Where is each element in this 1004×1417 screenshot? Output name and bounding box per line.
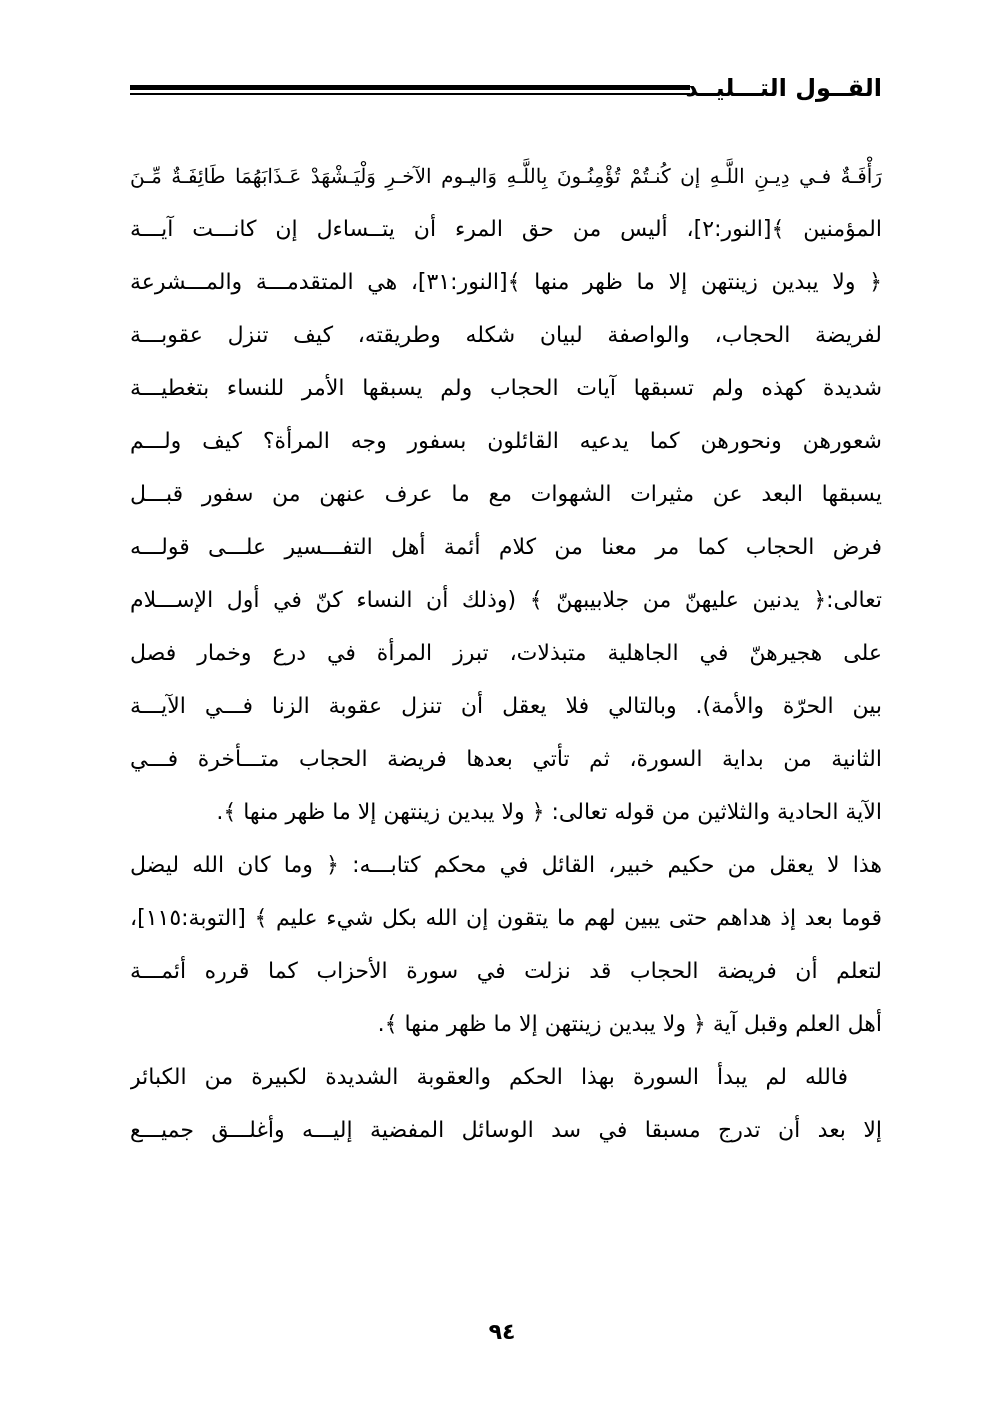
text-line: ﴿ ولا يبدين زينتهن إلا ما ظهر منها ﴾[النور:٣١]، هي المتقدمـــة والمـــشرعة xyxy=(130,270,882,295)
header-rule-thin xyxy=(130,93,690,95)
header-title: القــول التـــليــد xyxy=(685,74,882,102)
text-line: الثانية من بداية السورة، ثم تأتي بعدها فريضة الحجاب متـــأخرة فـــي xyxy=(130,747,882,772)
text-line: أهل العلم وقبل آية ﴿ ولا يبدين زينتهن إلا ما ظهر منها ﴾. xyxy=(377,1012,882,1037)
body-text xyxy=(130,150,882,1157)
header-rule xyxy=(130,85,690,90)
text-line: قوما بعد إذ هداهم حتى يبين لهم ما يتقون إن الله بكل شيء عليم ﴾ [التوبة:١١٥]، xyxy=(130,906,882,931)
text-line: فرض الحجاب كما مر معنا من كلام أئمة أهل التفـــسير علـــى قولـــه xyxy=(130,535,882,560)
text-line: لفريضة الحجاب، والواصفة لبيان شكله وطريقته، كيف تنزل عقوبـــة xyxy=(130,323,882,348)
text-line: هذا لا يعقل من حكيم خبير، القائل في محكم كتابـــه: ﴿ وما كان الله ليضل xyxy=(130,853,882,878)
running-header xyxy=(130,70,882,110)
text-line: تعالى:﴿ يدنين عليهنّ من جلابيبهنّ ﴾ (وذلك أن النساء كنّ في أول الإســـلام xyxy=(130,588,882,613)
page-number: ٩٤ xyxy=(488,1320,516,1345)
text-line: على هجيرهنّ في الجاهلية متبذلات، تبرز المرأة في درع وخمار فصل xyxy=(130,641,882,666)
text-line: بين الحرّة والأمة). وبالتالي فلا يعقل أن تنزل عقوبة الزنا فـــي الآيـــة xyxy=(130,694,882,719)
text-line: يسبقها البعد عن مثيرات الشهوات مع ما عرف عنهن من سفور قبـــل xyxy=(130,482,882,507)
text-line: المؤمنين ﴾[النور:٢]، أليس من حق المرء أن يتــساءل إن كانـــت آيـــة xyxy=(130,217,882,242)
text-line: الآية الحادية والثلاثين من قوله تعالى: ﴿ ولا يبدين زينتهن إلا ما ظهر منها ﴾. xyxy=(216,800,882,825)
text-line: شعورهن ونحورهن كما يدعيه القائلون بسفور وجه المرأة؟ كيف ولـــم xyxy=(130,429,882,454)
text-line: شديدة كهذه ولم تسبقها آيات الحجاب ولم يسبقها الأمر للنساء بتغطيـــة xyxy=(130,376,882,401)
text-line: لتعلم أن فريضة الحجاب قد نزلت في سورة الأحزاب كما قرره أئمـــة xyxy=(130,959,882,984)
text-line: رَأْفَـةٌ فـي دِيـنِ اللَّـهِ إن كُنـتُمْ تُؤْمِنُـونَ بِاللَّـهِ وَاليـوم الآخـرِ وَلْيَـشْهَدْ عَـذَابَهُمَا طَائِفَـةٌ مِّـنَ xyxy=(130,164,882,188)
text-line: فالله لم يبدأ السورة بهذا الحكم والعقوبة الشديدة لكبيرة من الكبائر xyxy=(130,1065,848,1090)
text-line: إلا بعد أن تدرج مسبقا في سد الوسائل المفضية إليـــه وأغلـــق جميـــع xyxy=(130,1118,882,1143)
